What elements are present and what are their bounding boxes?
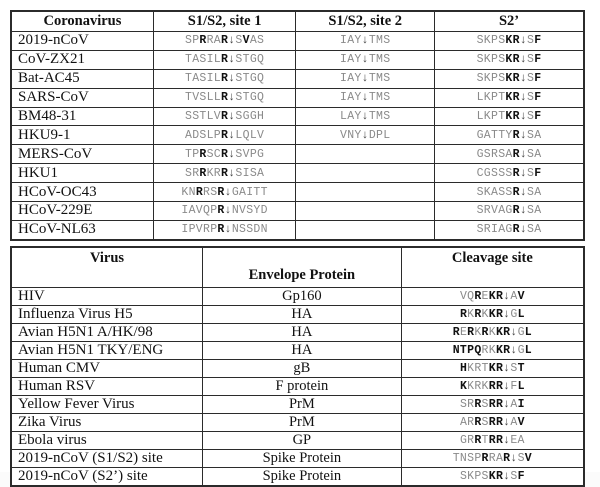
s1s2-site1-sequence: TASILR↓STGQ — [153, 50, 295, 69]
cleavage-arrow: ↓ — [519, 110, 528, 123]
s2prime-sequence: SKASSR↓SA — [435, 183, 584, 202]
cleavage-arrow: ↓ — [503, 470, 511, 483]
virus-row — [11, 432, 584, 450]
coronavirus-row — [11, 50, 584, 69]
s1s2-site1-sequence: ADSLPR↓LQLV — [153, 126, 295, 145]
virus-row — [11, 396, 584, 414]
cleavage-arrow: ↓ — [519, 128, 528, 142]
cleavage-site-sequence: SRRSRR↓AI — [401, 396, 584, 414]
envelope-protein: HA — [203, 324, 402, 342]
s1s2-site1-sequence: TASILR↓STGQ — [153, 69, 295, 88]
envelope-protein: F protein — [203, 378, 402, 396]
s1s2-site1-sequence: SPRRAR↓SVAS — [153, 32, 295, 51]
cleavage-arrow: ↓ — [510, 344, 518, 357]
coronavirus-name: MERS-CoV — [11, 145, 153, 164]
cleavage-arrow: ↓ — [503, 380, 511, 393]
coronavirus-row — [11, 202, 584, 221]
cleavage-arrow: ↓ — [503, 362, 511, 375]
virus-name: Ebola virus — [11, 432, 203, 450]
virus-row — [11, 342, 584, 360]
s1s2-site2-sequence — [296, 202, 435, 221]
s2prime-sequence: GATTYR↓SA — [435, 126, 584, 145]
s2prime-sequence: CGSSSR↓SF — [435, 164, 584, 183]
s1s2-site1-sequence: SSTLVR↓SGGH — [153, 107, 295, 126]
header-virus: Virus — [11, 247, 203, 288]
coronavirus-name: CoV-ZX21 — [11, 50, 153, 69]
envelope-protein: HA — [203, 342, 402, 360]
coronavirus-name: HCoV-229E — [11, 202, 153, 221]
cleavage-arrow: ↓ — [361, 110, 369, 123]
cleavage-arrow: ↓ — [228, 147, 236, 161]
cleavage-site-sequence: TNSPRRAR↓SV — [401, 450, 584, 468]
cleavage-arrow: ↓ — [224, 223, 232, 237]
header-row — [11, 11, 584, 32]
cleavage-arrow: ↓ — [510, 452, 518, 465]
coronavirus-name: HCoV-OC43 — [11, 183, 153, 202]
virus-cleavage-sites-table — [10, 246, 585, 487]
s2prime-sequence: SRIAGR↓SA — [435, 220, 584, 239]
s2prime-sequence: LKPTKR↓SF — [435, 88, 584, 107]
virus-row — [11, 378, 584, 396]
cleavage-arrow: ↓ — [519, 53, 528, 67]
envelope-protein: gB — [203, 360, 402, 378]
virus-name: Human RSV — [11, 378, 203, 396]
s1s2-site2-sequence — [296, 183, 435, 202]
cleavage-arrow: ↓ — [361, 53, 369, 67]
cleavage-arrow: ↓ — [361, 91, 369, 105]
header-s1s2-site2: S1/S2, site 2 — [296, 11, 435, 32]
s2prime-sequence: SKPSKR↓SF — [435, 50, 584, 69]
cleavage-arrow: ↓ — [228, 72, 236, 86]
envelope-protein: Spike Protein — [203, 450, 402, 468]
envelope-protein: Gp160 — [203, 288, 402, 306]
cleavage-site-sequence: VQREKR↓AV — [401, 288, 584, 306]
cleavage-arrow: ↓ — [503, 434, 511, 447]
s1s2-site2-sequence: IAY↓TMS — [296, 69, 435, 88]
s1s2-site1-sequence: IAVQPR↓NVSYD — [153, 202, 295, 221]
s2prime-sequence: SKPSKR↓SF — [435, 69, 584, 88]
s2prime-sequence: SKPSKR↓SF — [435, 32, 584, 51]
coronavirus-table-header — [11, 11, 584, 32]
cleavage-arrow: ↓ — [224, 204, 232, 218]
envelope-protein: PrM — [203, 396, 402, 414]
cleavage-arrow: ↓ — [503, 398, 511, 411]
header-cleavage-site: Cleavage site — [401, 247, 584, 288]
s1s2-site1-sequence: TVSLLR↓STGQ — [153, 88, 295, 107]
cleavage-arrow: ↓ — [519, 91, 528, 105]
cleavage-arrow: ↓ — [519, 147, 528, 161]
coronavirus-table-body — [11, 32, 584, 240]
coronavirus-name: 2019-nCoV — [11, 32, 153, 51]
envelope-protein: PrM — [203, 414, 402, 432]
coronavirus-name: HKU9-1 — [11, 126, 153, 145]
virus-row — [11, 324, 584, 342]
coronavirus-row — [11, 69, 584, 88]
virus-row — [11, 468, 584, 487]
cleavage-arrow: ↓ — [503, 290, 511, 303]
s1s2-site2-sequence — [296, 164, 435, 183]
s2prime-sequence: SRVAGR↓SA — [435, 202, 584, 221]
s2prime-sequence: GSRSAR↓SA — [435, 145, 584, 164]
cleavage-arrow: ↓ — [361, 34, 369, 48]
coronavirus-row — [11, 145, 584, 164]
s1s2-site1-sequence: TPRSCR↓SVPG — [153, 145, 295, 164]
cleavage-arrow: ↓ — [519, 204, 528, 218]
header-row — [11, 247, 584, 288]
cleavage-arrow: ↓ — [519, 223, 528, 237]
virus-row — [11, 306, 584, 324]
coronavirus-name: BM48-31 — [11, 107, 153, 126]
virus-name: 2019-nCoV (S2’) site — [11, 468, 203, 487]
virus-table-body — [11, 288, 584, 487]
cleavage-site-sequence: KKRKRR↓FL — [401, 378, 584, 396]
cleavage-site-sequence: GRRTRR↓EA — [401, 432, 584, 450]
envelope-protein: GP — [203, 432, 402, 450]
virus-name: Influenza Virus H5 — [11, 306, 203, 324]
coronavirus-row — [11, 88, 584, 107]
virus-row — [11, 414, 584, 432]
virus-name: 2019-nCoV (S1/S2) site — [11, 450, 203, 468]
header-envelope-protein: Envelope Protein — [203, 247, 402, 288]
cleavage-arrow: ↓ — [228, 53, 236, 67]
s2prime-sequence: LKPTKR↓SF — [435, 107, 584, 126]
cleavage-site-sequence: SKPSKR↓SF — [401, 468, 584, 487]
cleavage-arrow: ↓ — [228, 110, 236, 123]
coronavirus-name: Bat-AC45 — [11, 69, 153, 88]
coronavirus-name: HCoV-NL63 — [11, 220, 153, 239]
cleavage-arrow: ↓ — [503, 308, 511, 321]
cleavage-arrow: ↓ — [224, 185, 232, 199]
cleavage-arrow: ↓ — [228, 34, 236, 48]
cleavage-arrow: ↓ — [361, 128, 369, 142]
s1s2-site1-sequence: IPVRPR↓NSSDN — [153, 220, 295, 239]
s1s2-site1-sequence: SRRKRR↓SISA — [153, 164, 295, 183]
s1s2-site2-sequence: IAY↓TMS — [296, 88, 435, 107]
virus-name: Avian H5N1 TKY/ENG — [11, 342, 203, 360]
virus-row — [11, 288, 584, 306]
cleavage-site-sequence: RERKRKKR↓GL — [401, 324, 584, 342]
cleavage-site-sequence: HKRTKR↓ST — [401, 360, 584, 378]
cleavage-arrow: ↓ — [228, 91, 236, 105]
s1s2-site2-sequence — [296, 220, 435, 239]
cleavage-arrow: ↓ — [519, 34, 528, 48]
cleavage-site-sequence: NTPQRKKR↓GL — [401, 342, 584, 360]
coronavirus-name: SARS-CoV — [11, 88, 153, 107]
cleavage-arrow: ↓ — [361, 72, 369, 86]
coronavirus-cleavage-sites-table — [10, 10, 585, 241]
coronavirus-row — [11, 126, 584, 145]
s1s2-site2-sequence: IAY↓TMS — [296, 50, 435, 69]
header-s1s2-site1: S1/S2, site 1 — [153, 11, 295, 32]
envelope-protein: Spike Protein — [203, 468, 402, 487]
s1s2-site1-sequence: KNRRSR↓GAITT — [153, 183, 295, 202]
coronavirus-row — [11, 164, 584, 183]
s1s2-site2-sequence: VNY↓DPL — [296, 126, 435, 145]
virus-name: HIV — [11, 288, 203, 306]
cleavage-arrow: ↓ — [228, 128, 236, 142]
cleavage-arrow: ↓ — [519, 166, 528, 180]
virus-row — [11, 360, 584, 378]
virus-name: Human CMV — [11, 360, 203, 378]
envelope-protein: HA — [203, 306, 402, 324]
header-s2prime: S2’ — [435, 11, 584, 32]
coronavirus-row — [11, 183, 584, 202]
virus-row — [11, 450, 584, 468]
cleavage-arrow: ↓ — [228, 166, 236, 180]
coronavirus-name: HKU1 — [11, 164, 153, 183]
cleavage-site-sequence: RKRKKR↓GL — [401, 306, 584, 324]
virus-name: Avian H5N1 A/HK/98 — [11, 324, 203, 342]
cleavage-arrow: ↓ — [510, 326, 518, 339]
s1s2-site2-sequence — [296, 145, 435, 164]
header-coronavirus: Coronavirus — [11, 11, 153, 32]
coronavirus-row — [11, 32, 584, 51]
virus-table-header — [11, 247, 584, 288]
cleavage-arrow: ↓ — [519, 185, 528, 199]
coronavirus-row — [11, 220, 584, 239]
cleavage-arrow: ↓ — [519, 72, 528, 86]
virus-name: Zika Virus — [11, 414, 203, 432]
s1s2-site2-sequence: LAY↓TMS — [296, 107, 435, 126]
coronavirus-row — [11, 107, 584, 126]
virus-name: Yellow Fever Virus — [11, 396, 203, 414]
s1s2-site2-sequence: IAY↓TMS — [296, 32, 435, 51]
cleavage-site-sequence: ARRSRR↓AV — [401, 414, 584, 432]
cleavage-arrow: ↓ — [503, 416, 511, 429]
